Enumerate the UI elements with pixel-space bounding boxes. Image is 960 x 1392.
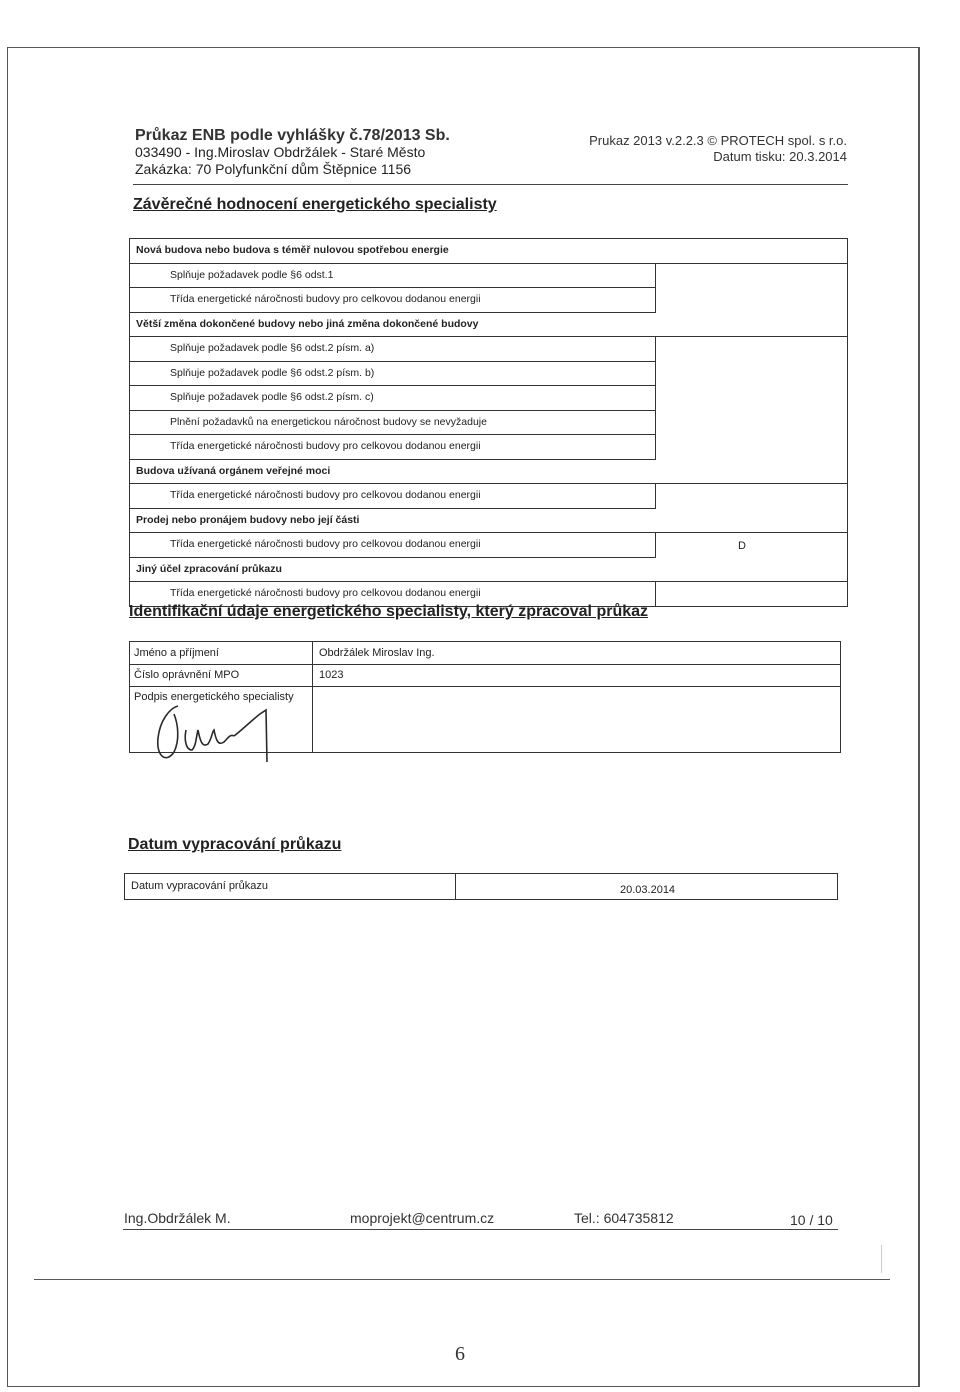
evaluation-item-row [130,435,656,460]
print-date: Datum tisku: 20.3.2014 [713,149,847,164]
item-label: Třída energetické náročnosti budovy pro celkovou dodanou energii [170,587,481,599]
name-label: Jméno a příjmení [134,647,219,659]
date-label: Datum vypracování průkazu [131,880,268,892]
item-label: Třída energetické náročnosti budovy pro celkovou dodanou energii [170,440,481,452]
specialist-line: 033490 - Ing.Miroslav Obdržálek - Staré Město [135,144,426,160]
evaluation-item-row [130,362,656,387]
evaluation-item-row [130,484,656,509]
software-version: Prukaz 2013 v.2.2.3 © PROTECH spol. s r.o. [589,133,847,148]
date-value: 20.03.2014 [620,884,676,896]
document-header [135,127,450,178]
section-date-title: Datum vypracování průkazu [128,836,342,853]
energy-class-value: D [738,540,746,552]
mpo-number-label: Číslo oprávnění MPO [134,669,240,681]
item-label: Třída energetické náročnosti budovy pro celkovou dodanou energii [170,293,481,305]
evaluation-item-row [130,582,656,606]
category-label: Nová budova nebo budova s téměř nulovou spotřebou energie [136,244,449,256]
evaluation-category-row [130,509,847,534]
bottom-rule [34,1279,890,1280]
evaluation-category-row [130,558,847,583]
evaluation-item-row [130,337,656,362]
date-table [124,873,838,900]
footer-divider [123,1229,838,1230]
evaluation-item-row [130,533,746,558]
signature-label: Podpis energetického specialisty [134,691,294,703]
section-final-evaluation-title: Závěrečné hodnocení energetického specialisty [133,196,497,213]
page-number: 6 [455,1343,465,1365]
evaluation-category-row [130,460,847,485]
evaluation-category-row [130,239,847,264]
mpo-number-value: 1023 [319,669,344,681]
item-label: Splňuje požadavek podle §6 odst.2 písm. a) [170,342,375,354]
order-line: Zakázka: 70 Polyfunkční dům Štěpnice 1156 [135,161,412,177]
name-row [130,642,840,665]
item-label: Splňuje požadavek podle §6 odst.1 [170,268,334,281]
category-label: Větší změna dokončené budovy nebo jiná změna dokončené budovy [136,317,479,330]
evaluation-item-row [130,411,656,436]
footer-pages: 10 / 10 [790,1212,833,1228]
scan-mark [881,1245,882,1273]
footer-name: Ing.Obdržálek M. [124,1210,231,1226]
name-value: Obdržálek Miroslav Ing. [319,647,435,659]
item-label: Třída energetické náročnosti budovy pro celkovou dodanou energii [170,489,481,501]
evaluation-item-row [130,264,656,289]
category-label: Budova užívaná orgánem veřejné moci [136,464,331,477]
handwritten-signature [148,700,288,770]
category-label: Jiný účel zpracování průkazu [136,562,282,575]
header-divider [133,184,848,185]
footer-email: moprojekt@centrum.cz [350,1210,495,1226]
item-label: Splňuje požadavek podle §6 odst.2 písm. b) [170,366,375,379]
category-label: Prodej nebo pronájem budovy nebo její části [136,513,360,526]
section-specialist-identification-title: Identifikační údaje energetického specialisty, který zpracoval průkaz [129,603,649,620]
date-divider [455,874,456,899]
evaluation-item-row [130,288,656,313]
item-label: Plnění požadavků na energetickou náročnost budovy se nevyžaduje [170,415,487,428]
document-title: Průkaz ENB podle vyhlášky č.78/2013 Sb. [135,127,450,144]
item-label: Třída energetické náročnosti budovy pro celkovou dodanou energii [170,538,481,550]
software-info [589,133,847,165]
mpo-number-row [130,664,840,687]
evaluation-category-row [130,313,847,338]
final-evaluation-table [129,238,848,607]
footer-phone: Tel.: 604735812 [574,1210,674,1226]
evaluation-item-row [130,386,656,411]
item-label: Splňuje požadavek podle §6 odst.2 písm. c) [170,391,374,403]
